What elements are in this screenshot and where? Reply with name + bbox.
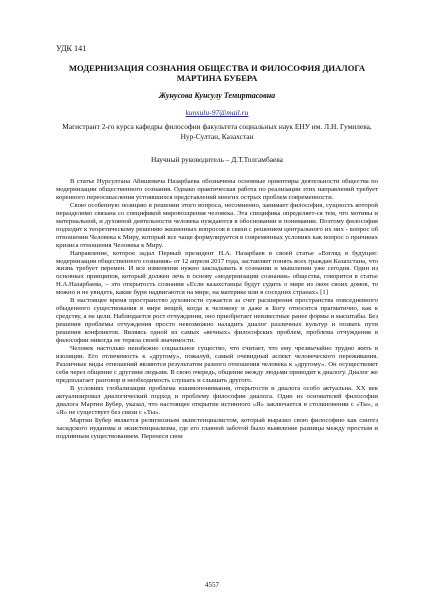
paragraph: В условиях глобализации проблема взаимопонимания, открытости и диалога особо актуальна. XX век актуализировал диалогический подход и проблему философии диалога. Один из основателей философии диалога Мартин Бубер, указал, что настоящее открытие истинного «Я» заключается в столкновении с «Ты», а «Я» не существует без связи с «Ты».	[56, 384, 378, 416]
paragraph: Свою особенную позицию в решении этого вопроса, несомненно, занимает философия, сущность которой неразделимо связана со спецификой мировоззрения человека. Эта специфика определяет-ся тем, что мотивы и материальной, и духовной деятельности человека нуждаются в обосновании и понимании. Поэтому философия подходит к теоретическому решению жизненных вопросов в связи с решением центрального их них - вопрос об отношении Человека к Миру, который все чаще формулируется в современных условиях как вопрос о причинах кризиса отношения Человека к Миру.	[56, 201, 378, 249]
paragraph: Мартин Бубер является религиозным экзистенциалистом, который выразил свою философию как синтез хасидского иудаизма и экзистенциализма, где его главной заботой было выявление разницы между простым и подлинным существованием. Перенеся свои	[56, 416, 378, 440]
article-title: МОДЕРНИЗАЦИЯ СОЗНАНИЯ ОБЩЕСТВА И ФИЛОСОФИЯ ДИАЛОГА МАРТИНА БУБЕРА	[68, 63, 366, 84]
scientific-supervisor: Научный руководитель – Д.Т.Толгамбаева	[151, 155, 283, 164]
paragraph: Направление, которое задал Первый президент Н.А. Назарбаев в своей статье «Взгляд в будущее: модернизация общественного сознания» от 12 апреля 2017 года, заставляет понять всех граждан Казахстана, что жизнь требует перемен. И все изменения нужно закладывать в сознании и мышлении уже сегодня. Один из основных принципов, который должен лечь в основу «модернизации сознания» общества, говорится в статье Н.А.Назарбаева, – это открытость сознания «Если казахстанцы будут судить о мире из окон своих домов, то можно и не увидеть, какие бури надвигаются на мире, на материке или в соседних странах» [1]	[56, 249, 378, 297]
paragraph: Человек настолько неизбежно социальное существо, что считает, что ему чрезвычайно трудно жить в изоляции. Его отличимость к «другому», пожалуй, самый очевидный аспект человеческого переживания. Различные виды отношений являются результатом разного отношения человека к «другому». Он осуществляет себя через общение с другими людьми. В свою очередь, общение между людьми приводит к диалогу. Диалог же предполагает разговор и необходимость слушать и слышать другого.	[56, 345, 378, 384]
author-email-link[interactable]: kunsulu-97@mail.ru	[185, 108, 249, 117]
paragraph: В статье Нурсултана Абишевича Назарбаева обозначены основные ориентиры деятельности общества по модернизации общественного сознания. Однако практическая работа по реализации этих направлений требует коренного переосмысления устоявшихся представлений многих острых проблем современности.	[56, 178, 378, 201]
paragraph: В настоящее время пространство духовности сужается за счет расширения пространства повседневного обыденного существования в мире вещей, когда к человеку и даже к Богу относятся прагматично, как к средству, а не цели. Наблюдается рост отчуждения, оно приобретает неизвестные ранее формы и масштабы. Без решения проблемы отчуждения просто невозможно наладить диалог различных культур и позвать пути решения конфликтов. Являясь одной из самых «вечных» философских проблем, проблема отчуждения в философии никогда не теряла своей значимости.	[56, 297, 378, 345]
article-body	[56, 178, 378, 440]
page-number: 4557	[205, 581, 219, 589]
author-name: Жунусова Кунсулу Темиртасовна	[158, 91, 276, 100]
author-affiliation: Магистрант 2-го курса кафедры философии факультета социальных наук ЕНУ им. Л.Н. Гумилева, Нур-Султан, Казахстан	[62, 122, 372, 141]
udk-code: УДК 141	[56, 44, 87, 53]
